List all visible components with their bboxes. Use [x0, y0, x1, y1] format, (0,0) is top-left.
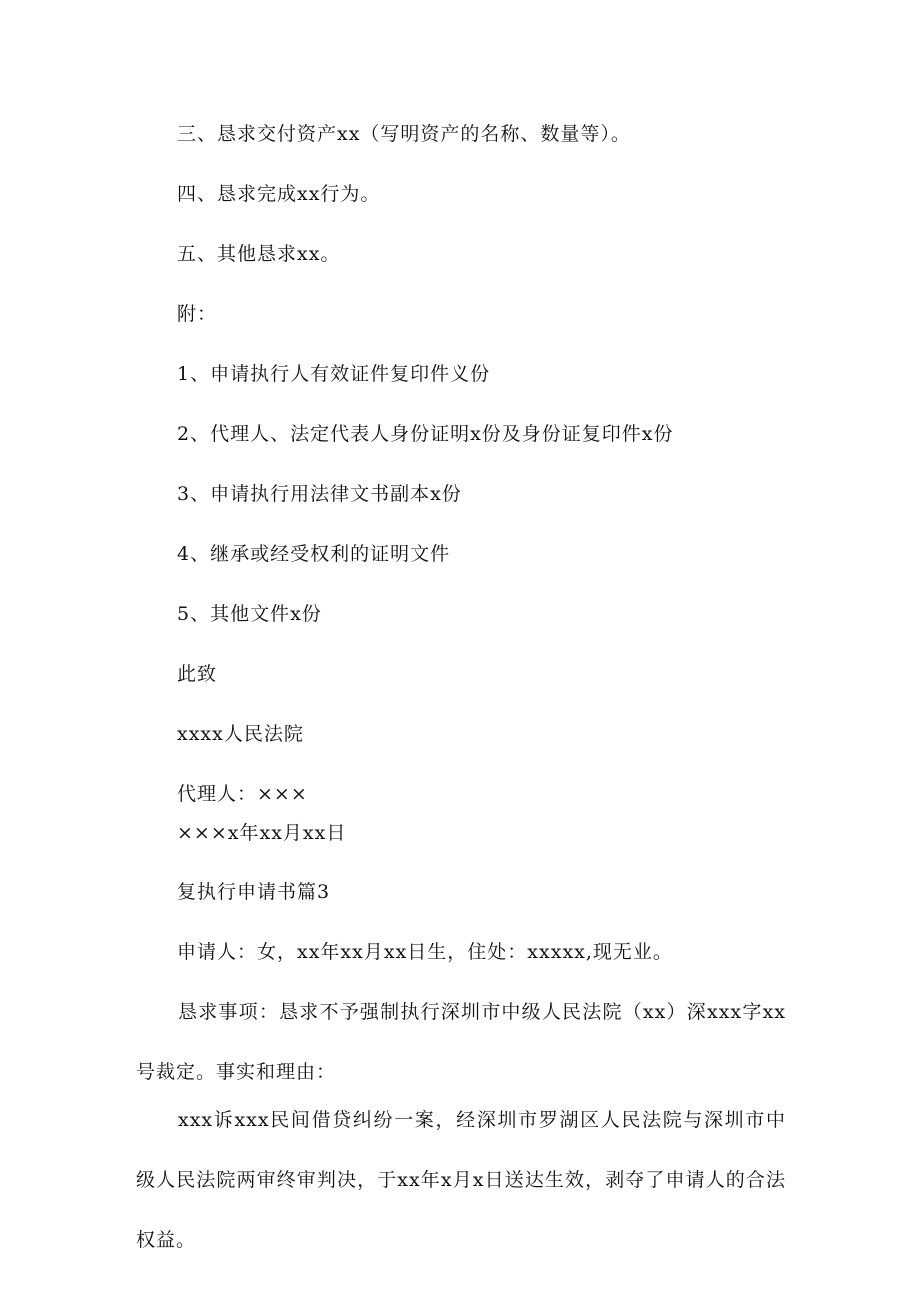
item-5: 五、其他恳求xx。	[177, 243, 341, 265]
request-paragraph: 恳求事项：恳求不予强制执行深圳市中级人民法院（xx）深xxx字xx号裁定。事实和理由：	[136, 1001, 786, 1083]
applicant-info: 申请人：女，xx年xx月xx日生，住处：xxxxx,现无业。	[177, 941, 673, 963]
section-title: 复执行申请书篇3	[177, 881, 331, 903]
attachment-item: 3、申请执行用法律文书副本x份	[177, 483, 462, 505]
facts-paragraph: xxx诉xxx民间借贷纠纷一案，经深圳市罗湖区人民法院与深圳市中级人民法院两审终审判决，于xx年x月x日送达生效，剥夺了申请人的合法权益。	[136, 1109, 786, 1251]
attachment-heading: 附：	[177, 303, 218, 325]
attachment-item: 2、代理人、法定代表人身份证明x份及身份证复印件x份	[177, 423, 674, 445]
attachment-item: 4、继承或经受权利的证明文件	[177, 543, 451, 565]
item-3: 三、恳求交付资产xx（写明资产的名称、数量等）。	[177, 123, 631, 145]
item-4: 四、恳求完成xx行为。	[177, 183, 381, 205]
court-name: xxxx人民法院	[177, 723, 304, 745]
attachment-item: 1、申请执行人有效证件复印件义份	[177, 363, 491, 385]
signature-date: ×××x年xx月xx日	[177, 822, 347, 844]
closing: 此致	[177, 663, 218, 685]
attachment-item: 5、其他文件x份	[177, 603, 322, 625]
agent-signature: 代理人：×××	[177, 783, 308, 805]
